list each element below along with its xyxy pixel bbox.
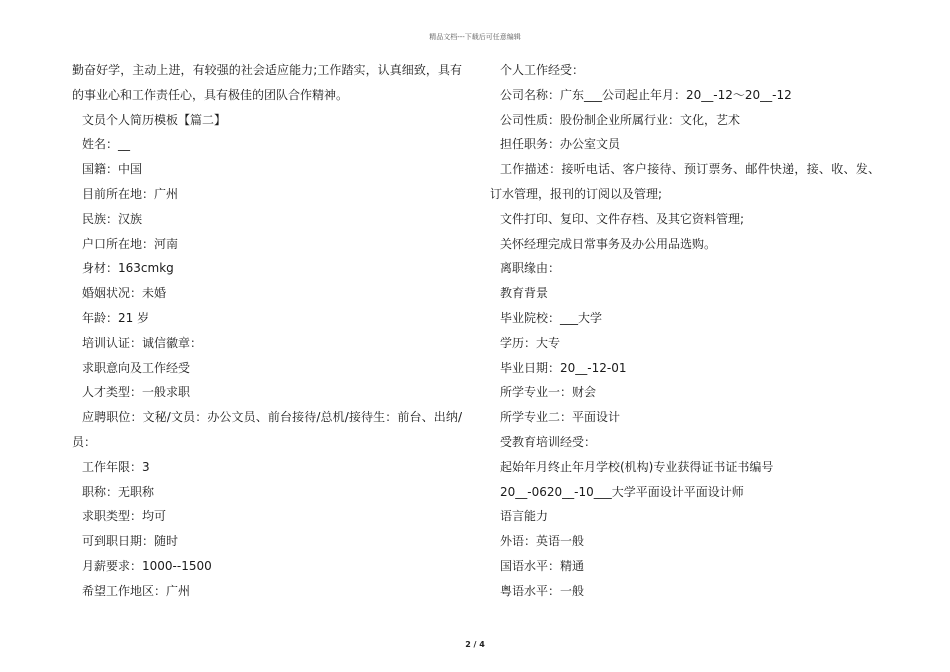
- text-line: 学历：大专: [500, 335, 561, 350]
- text-line: 教育背景: [500, 286, 549, 301]
- text-line: 文件打印、复印、文件存档、及其它资料管理;: [500, 211, 745, 226]
- text-line: 工作描述：接听电话、客户接待、预订票务、邮件快递，接、收、发、: [500, 162, 880, 177]
- text-line: 起始年月终止年月学校(机构)专业获得证书证书编号: [500, 459, 774, 474]
- text-line: 订水管理，报刊的订阅以及管理;: [490, 186, 663, 201]
- text-line: 语言能力: [500, 509, 549, 524]
- text-line: 关怀经理完成日常事务及办公用品选购。: [500, 236, 717, 251]
- text-line: 公司名称：广东___公司起止年月：20__-12～20__-12: [500, 87, 792, 102]
- page-number: 2 / 4: [465, 640, 485, 649]
- text-line: 文员个人简历模板【篇二】: [82, 112, 227, 127]
- text-line: 员：: [72, 434, 97, 449]
- text-line: 婚姻状况：未婚: [82, 286, 167, 301]
- text-line: 可到职日期：随时: [82, 534, 179, 549]
- text-line: 人才类型：一般求职: [82, 385, 191, 400]
- text-line: 年龄：21 岁: [82, 310, 150, 325]
- text-line: 目前所在地：广州: [82, 186, 179, 201]
- text-line: 个人工作经受：: [500, 63, 585, 77]
- page-header: 精品文档---下载后可任意编辑: [429, 33, 521, 41]
- text-line: 国籍：中国: [82, 162, 143, 177]
- text-line: 担任职务：办公室文员: [500, 137, 621, 152]
- text-line: 的事业心和工作责任心，具有极佳的团队合作精神。: [72, 87, 349, 102]
- text-line: 20__-0620__-10___大学平面设计平面设计师: [500, 484, 744, 499]
- text-line: 户口所在地：河南: [82, 236, 179, 251]
- right-column: [490, 62, 880, 608]
- left-column: [72, 62, 462, 608]
- text-line: 培训认证：诚信徽章：: [82, 335, 203, 350]
- text-line: 毕业院校：___大学: [500, 310, 603, 325]
- text-line: 希望工作地区：广州: [82, 583, 191, 598]
- text-line: 受教育培训经受：: [500, 434, 597, 449]
- text-line: 求职意向及工作经受: [82, 360, 191, 375]
- text-line: 粤语水平：一般: [500, 583, 585, 598]
- text-line: 公司性质：股份制企业所属行业：文化，艺术: [500, 112, 741, 127]
- text-line: 应聘职位：文秘/文员：办公文员、前台接待/总机/接待生：前台、出纳/: [82, 410, 462, 425]
- text-line: 职称：无职称: [82, 484, 155, 499]
- text-line: 所学专业二：平面设计: [500, 410, 621, 425]
- text-line: 毕业日期：20__-12-01: [500, 360, 627, 375]
- text-line: 求职类型：均可: [82, 509, 167, 524]
- text-line: 身材：163cmkg: [82, 261, 174, 276]
- text-line: 国语水平：精通: [500, 558, 585, 573]
- text-line: 所学专业一：财会: [500, 385, 597, 400]
- text-line: 工作年限：3: [82, 459, 150, 474]
- text-line: 勤奋好学，主动上进，有较强的社会适应能力;工作踏实，认真细致，具有: [72, 63, 462, 77]
- text-line: 月薪要求：1000--1500: [82, 558, 212, 573]
- text-line: 外语：英语一般: [500, 534, 585, 549]
- text-line: 离职缘由：: [500, 261, 561, 276]
- text-line: 民族：汉族: [82, 211, 143, 226]
- text-line: 姓名：__: [82, 137, 131, 152]
